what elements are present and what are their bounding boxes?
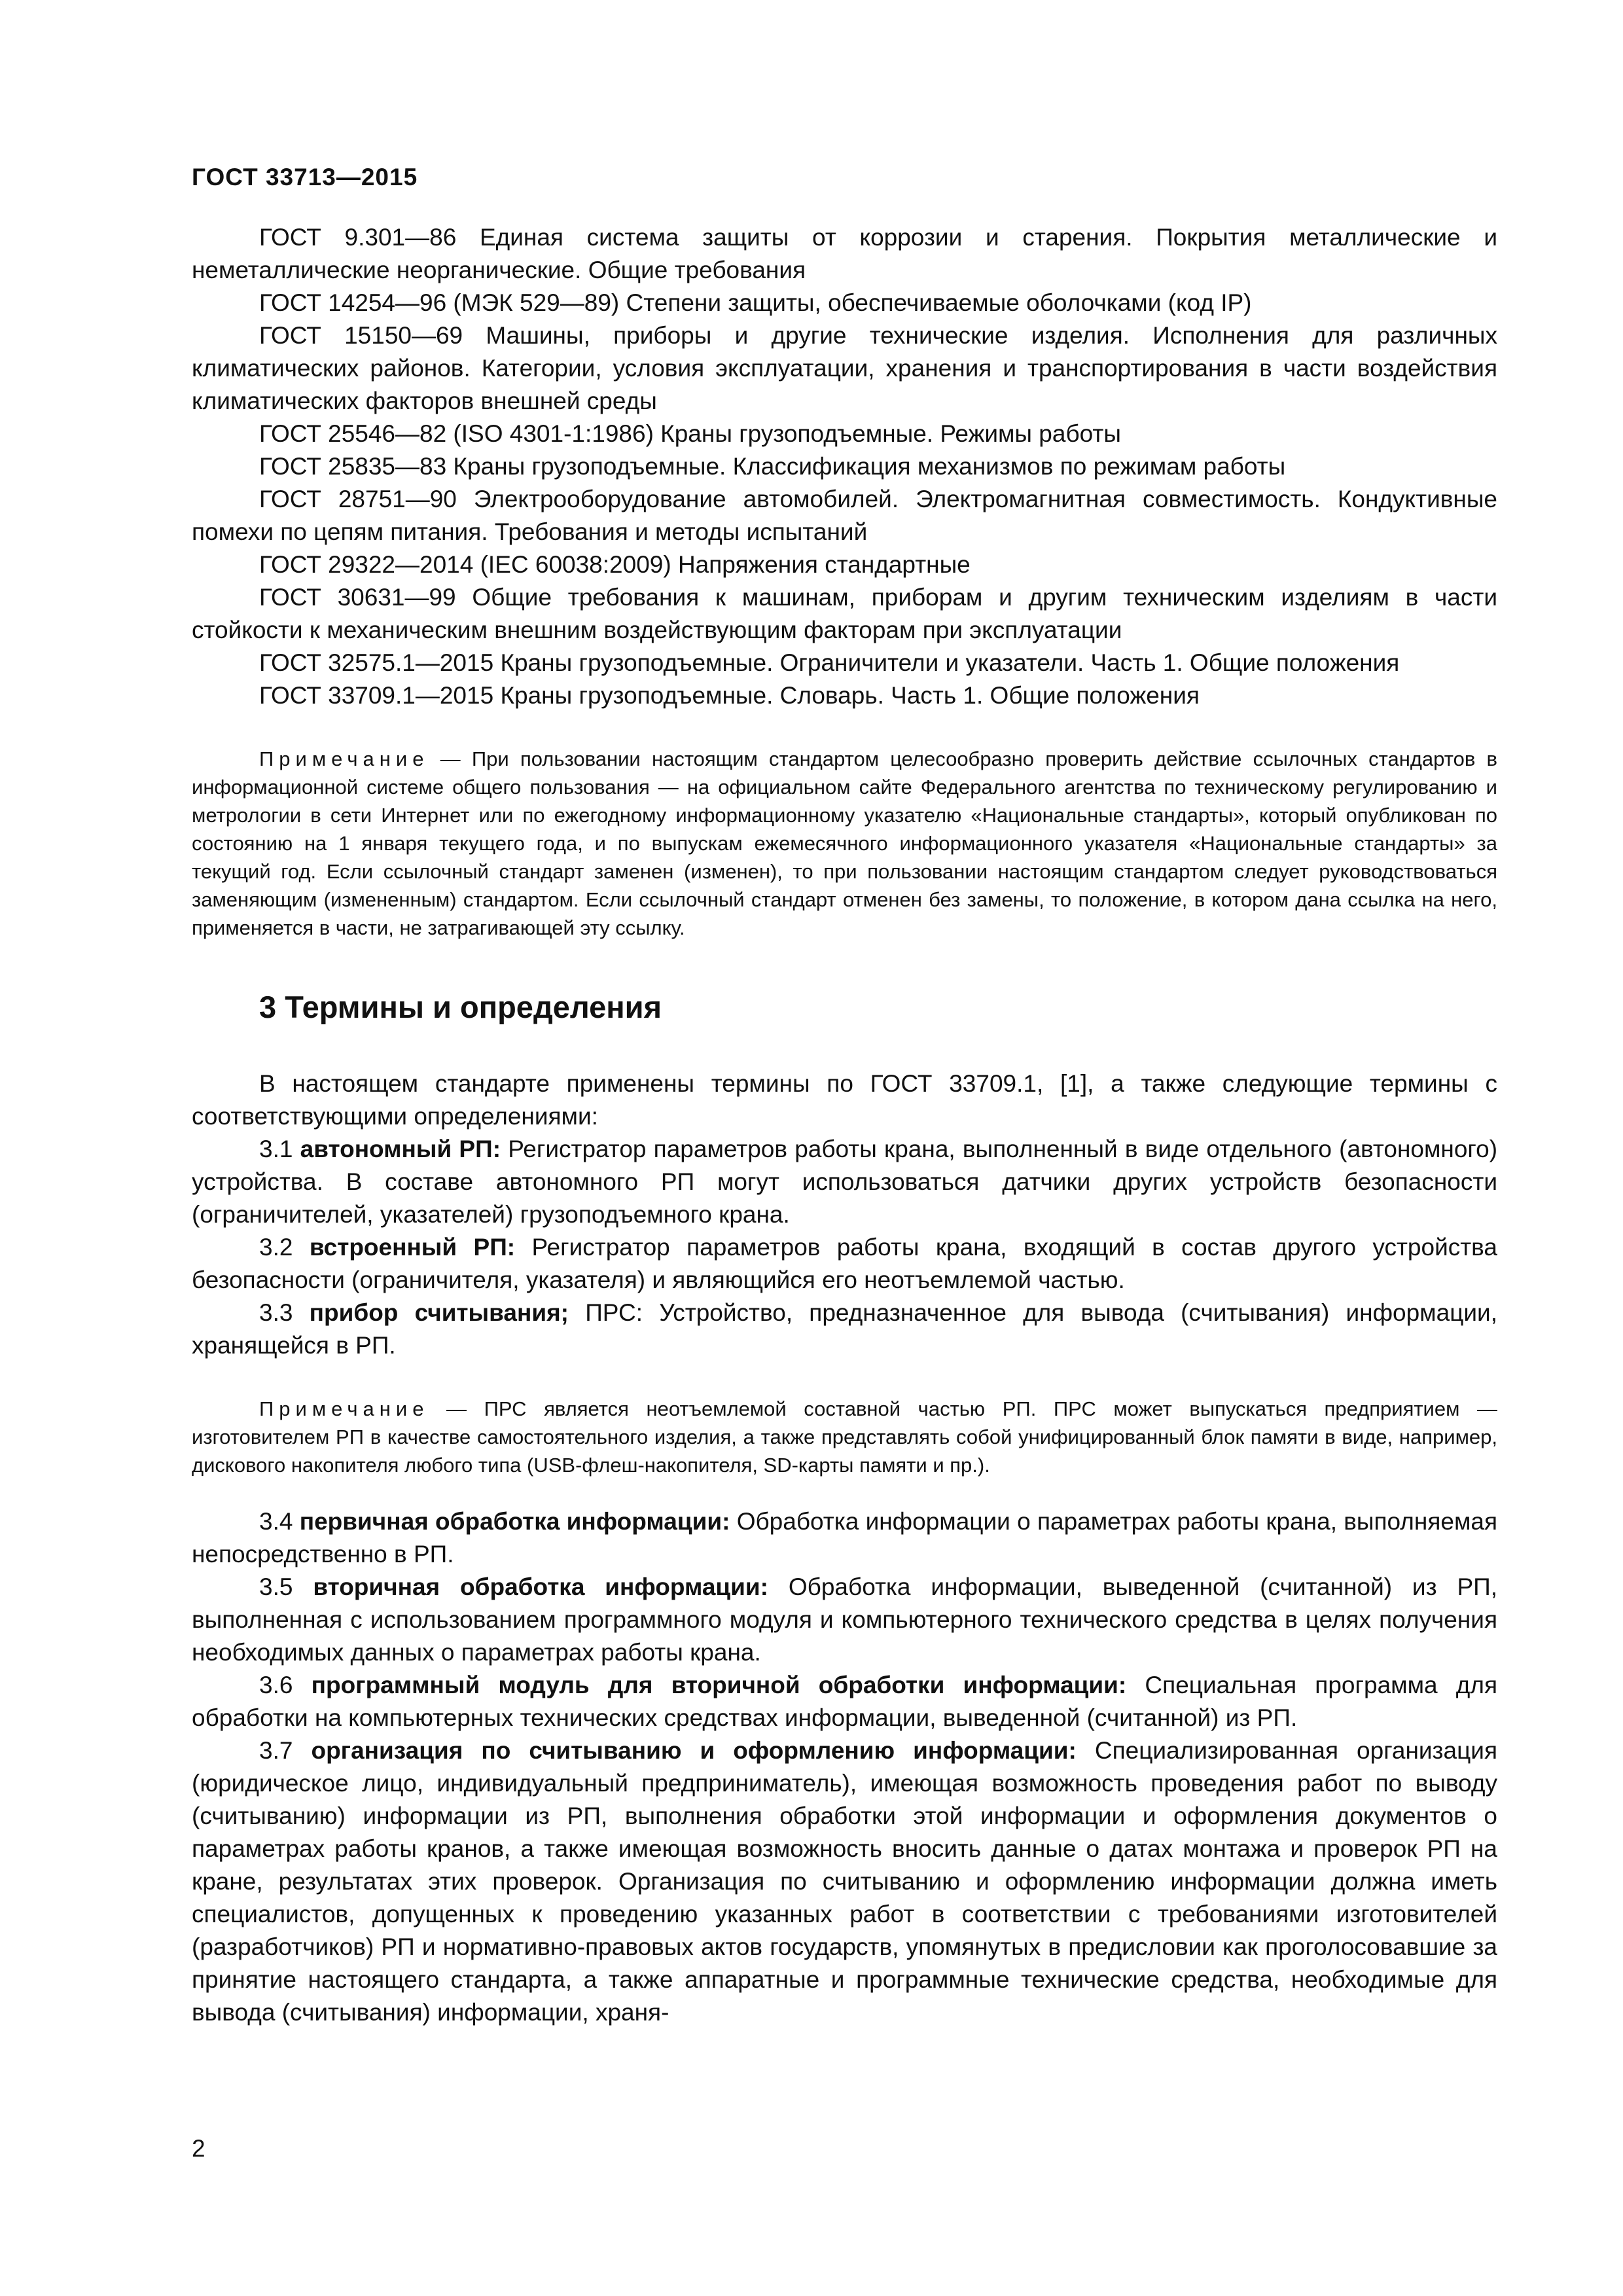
reference-item: ГОСТ 33709.1—2015 Краны грузоподъемные. Словарь. Часть 1. Общие положения: [259, 682, 1200, 709]
term-definition: [192, 1297, 1497, 1362]
term-definition: [192, 1133, 1497, 1231]
term-number: 3.5: [259, 1573, 313, 1600]
reference-item: ГОСТ 25546—82 (ISO 4301-1:1986) Краны грузоподъемные. Режимы работы: [259, 420, 1121, 447]
term-definition: [192, 1571, 1497, 1669]
term-text: ПРС: Устройство, предназначенное для вывода (считывания) информации, хранящейся в РП.: [192, 1299, 1498, 1359]
term-definition: [192, 1231, 1497, 1297]
note-label: Примечание: [259, 1397, 429, 1420]
term-name: автономный РП:: [300, 1136, 501, 1162]
section-title: 3 Термины и определения: [259, 990, 662, 1024]
term-note: [192, 1395, 1497, 1479]
reference-item: ГОСТ 32575.1—2015 Краны грузоподъемные. Ограничители и указатели. Часть 1. Общие положения: [259, 649, 1400, 676]
term-definition: [192, 1734, 1497, 2029]
reference-item: ГОСТ 30631—99 Общие требования к машинам, приборам и другим техническим изделиям в части стойкости к механическим внешним воздействующим факторам при эксплуатации: [192, 584, 1497, 643]
note-label: Примечание: [259, 747, 429, 770]
term-definition: [192, 1669, 1497, 1734]
term-name: организация по считыванию и оформлению информации:: [311, 1737, 1077, 1764]
section-intro: В настоящем стандарте применены термины по ГОСТ 33709.1, [1], а также следующие термины с соответствующими определениями:: [192, 1070, 1497, 1130]
term-name: вторичная обработка информации:: [313, 1573, 768, 1600]
reference-item: ГОСТ 15150—69 Машины, приборы и другие технические изделия. Исполнения для различных климатических районов. Категории, условия эксплуатации, хранения и транспортирования в части воздействия климатических факторов внешней среды: [192, 322, 1497, 414]
term-text: Специальная программа для обработки на компьютерных технических средствах информации, выведенной (считанной) из РП.: [192, 1672, 1497, 1731]
reference-item: ГОСТ 14254—96 (МЭК 529—89) Степени защиты, обеспечиваемые оболочками (код IP): [259, 289, 1252, 316]
term-number: 3.6: [259, 1672, 312, 1698]
term-text: Специализированная организация (юридическое лицо, индивидуальный предприниматель), имеющая возможность проведения работ по выводу (считыванию) информации из РП, выполнения обработки этой информации и оформления документов о параметрах работы кранов, а также имеющая возможность вносить данные о датах монтажа и проверок РП на кране, результатах этих проверок. Организация по считыванию и оформлению информации должна иметь специалистов, допущенных к проведению указанных работ в соответствии с требованиями изготовителей (разработчиков) РП и нормативно-правовых актов государств, упомянутых в предисловии как проголосовавшие за принятие настоящего стандарта, а также аппаратные и программные технические средства, необходимые для вывода (считывания) информации, храня-: [192, 1737, 1497, 2026]
references-note: [192, 745, 1497, 942]
term-name: прибор считывания;: [309, 1299, 569, 1326]
page-content: [192, 221, 1497, 2029]
term-text: Обработка информации, выведенной (считанной) из РП, выполненная с использованием программного модуля и компьютерного технического средства в целях получения необходимых данных о параметрах работы крана.: [192, 1573, 1497, 1666]
normative-references-list: [192, 221, 1497, 712]
term-name: встроенный РП:: [309, 1234, 516, 1261]
term-text: Регистратор параметров работы крана, входящий в состав другого устройства безопасности (ограничителя, указателя) и являющийся его неотъемлемой частью.: [192, 1234, 1498, 1293]
term-text: Обработка информации о параметрах работы крана, выполняемая непосредственно в РП.: [192, 1508, 1497, 1568]
reference-item: ГОСТ 9.301—86 Единая система защиты от коррозии и старения. Покрытия металлические и неметаллические неорганические. Общие требования: [192, 224, 1497, 283]
term-text: Регистратор параметров работы крана, выполненный в виде отдельного (автономного) устройства. В составе автономного РП могут использоваться датчики других устройств безопасности (ограничителей, указателей) грузоподъемного крана.: [192, 1136, 1498, 1228]
term-name: первичная обработка информации:: [299, 1508, 730, 1535]
reference-item: ГОСТ 25835—83 Краны грузоподъемные. Классификация механизмов по режимам работы: [259, 453, 1286, 480]
note-text: — ПРС является неотъемлемой составной частью РП. ПРС может выпускаться предприятием — изготовителем РП в качестве самостоятельного изделия, а также представлять собой унифицированный блок памяти в виде, например, дискового накопителя любого типа (USB-флеш-накопителя, SD-карты памяти и пр.).: [192, 1397, 1497, 1477]
term-definition: [192, 1505, 1497, 1571]
terms-continued: [192, 1505, 1497, 2029]
note-text: — При пользовании настоящим стандартом целесообразно проверить действие ссылочных стандартов в информационной системе общего пользования — на официальном сайте Федерального агентства по техническому регулированию и метрологии в сети Интернет или по ежегодному информационному указателю «Национальные стандарты», который опубликован по состоянию на 1 января текущего года, и по выпускам ежемесячного информационного указателя «Национальные стандарты» за текущий год. Если ссылочный стандарт заменен (изменен), то при пользовании настоящим стандартом следует руководствоваться заменяющим (измененным) стандартом. Если ссылочный стандарт отменен без замены, то положение, в котором дана ссылка на него, применяется в части, не затрагивающей эту ссылку.: [192, 747, 1497, 939]
reference-item: ГОСТ 29322—2014 (IEC 60038:2009) Напряжения стандартные: [259, 551, 971, 578]
term-number: 3.7: [259, 1737, 312, 1764]
page-number: 2: [192, 2135, 205, 2162]
document-header: ГОСТ 33713—2015: [192, 164, 418, 190]
term-name: программный модуль для вторичной обработки информации:: [311, 1672, 1127, 1698]
term-number: 3.1: [259, 1136, 300, 1162]
term-number: 3.3: [259, 1299, 310, 1326]
term-number: 3.4: [259, 1508, 300, 1535]
reference-item: ГОСТ 28751—90 Электрооборудование автомобилей. Электромагнитная совместимость. Кондуктивные помехи по цепям питания. Требования и методы испытаний: [192, 486, 1497, 545]
term-number: 3.2: [259, 1234, 310, 1261]
